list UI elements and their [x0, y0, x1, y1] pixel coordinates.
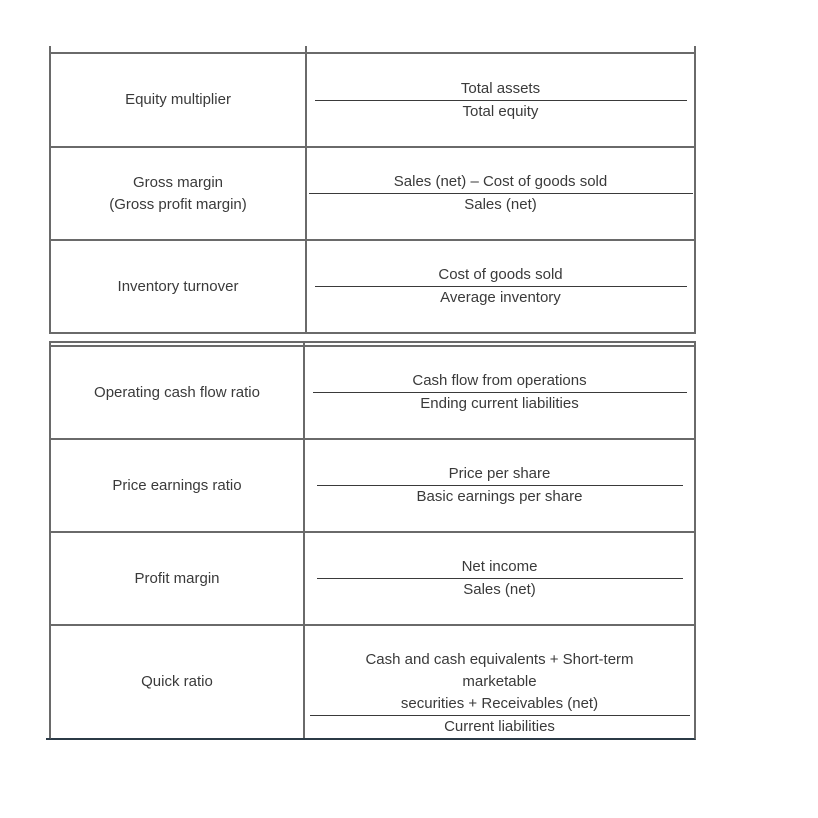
formula-denominator: Sales (net)	[463, 581, 536, 598]
ratio-table-bottom	[49, 341, 696, 740]
formula-numerator	[359, 649, 639, 715]
table-row-equity-multiplier	[51, 52, 694, 146]
formula-numerator: Cost of goods sold	[438, 266, 563, 283]
table-row-gross-margin	[51, 146, 694, 239]
ratio-name-cell	[51, 533, 303, 624]
ratio-name-cell	[51, 148, 305, 239]
formula-cell	[305, 347, 694, 438]
formula-denominator: Current liabilities	[444, 718, 555, 735]
ratio-name-cell	[51, 241, 305, 332]
formula-denominator: Ending current liabilities	[420, 395, 579, 412]
table-row-operating-cash-flow	[51, 345, 694, 438]
formula-numerator-line: Cash and cash equivalents + Short-term	[365, 651, 634, 668]
ratio-name: Inventory turnover	[117, 277, 239, 295]
formula-denominator: Total equity	[462, 102, 539, 120]
formula-numerator: Cash flow from operations	[412, 372, 587, 389]
formula-numerator-line: marketable	[462, 673, 537, 690]
table-row-quick-ratio	[51, 624, 694, 738]
table-row-inventory-turnover	[51, 239, 694, 332]
ratio-name: Profit margin	[134, 569, 220, 587]
ratio-name-alt: (Gross profit margin)	[109, 195, 247, 213]
formula-cell	[305, 440, 694, 531]
formula-denominator: Sales (net)	[464, 196, 537, 213]
formula-cell	[307, 148, 694, 239]
table-row-profit-margin	[51, 531, 694, 624]
formula-cell	[305, 626, 694, 738]
ratio-name: Price earnings ratio	[112, 476, 242, 494]
table-row-price-earnings	[51, 438, 694, 531]
formula-cell	[307, 54, 694, 146]
formula-cell	[305, 533, 694, 624]
formula-denominator: Basic earnings per share	[416, 488, 583, 505]
ratio-name-cell	[51, 54, 305, 146]
ratio-name: Equity multiplier	[125, 91, 231, 108]
ratio-table-top	[49, 46, 696, 334]
formula-numerator: Price per share	[448, 465, 551, 482]
formula-numerator-line: securities + Receivables (net)	[400, 695, 599, 712]
ratio-name: Operating cash flow ratio	[94, 383, 260, 401]
formula-numerator: Sales (net) – Cost of goods sold	[393, 173, 608, 190]
formula-denominator: Average inventory	[440, 289, 561, 306]
formula-numerator: Net income	[461, 558, 538, 575]
ratio-name: Quick ratio	[141, 673, 213, 690]
ratio-name-cell	[51, 347, 303, 438]
formula-numerator: Total assets	[460, 79, 541, 97]
ratio-name: Gross margin	[132, 173, 224, 191]
table-bottom-edge	[46, 738, 50, 740]
ratio-name-cell	[51, 440, 303, 531]
formula-cell	[307, 241, 694, 332]
ratio-name-cell	[51, 626, 303, 738]
